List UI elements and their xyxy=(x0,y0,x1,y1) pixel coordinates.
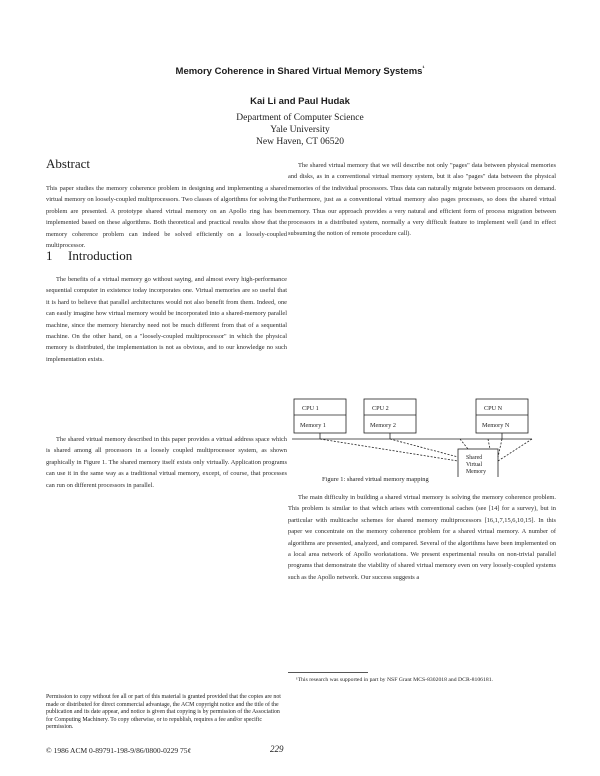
intro-paragraph: The shared virtual memory described in this paper provides a virtual address space which is shared among all processors in a loosely coupled multiprocessor system, as shown graphically in Figure 1. The shared memory itself exists only virtually. Application programs can use it in the same way as a traditional virtual memory, except, of course, that processes can run on different processors in parallel. xyxy=(46,436,287,489)
paper-title xyxy=(0,66,600,77)
footnote-rule xyxy=(288,672,368,673)
cpu-label: CPU 1 xyxy=(302,405,319,412)
footnote: ¹This research was supported in part by NSF Grant MCS-8302018 and DCR-8106181. xyxy=(296,677,493,683)
shared-memory-label: Shared xyxy=(466,455,483,461)
page-number: 229 xyxy=(270,744,284,754)
affiliation xyxy=(0,112,600,148)
figure-shared-virtual-memory xyxy=(292,387,554,477)
title-footnote-mark: ¹ xyxy=(422,66,425,72)
affiliation-line: New Haven, CT 06520 xyxy=(256,137,344,147)
affiliation-line: Department of Computer Science xyxy=(236,113,364,123)
affiliation-line: Yale University xyxy=(270,125,330,135)
intro-paragraph: The benefits of a virtual memory go without saying, and almost every high-performance sequential computer in existence today incorporates one. Virtual memories are so useful that it is hard to believe that parallel architectures would not also benefit from them. Indeed, one can easily imagine how virtual memory would be incorporated into a shared-memory parallel machine, since the memory hierarchy need not be much different from that of a sequential machine. On the other hand, on a "loosely-coupled multiprocessor" in which the physical memory is distributed, the implementation is not as obvious, and to our knowledge no such implementation exists. xyxy=(46,276,287,363)
paper-authors: Kai Li and Paul Hudak xyxy=(250,96,350,107)
abstract-heading: Abstract xyxy=(46,156,91,171)
right-column-paragraph: The shared virtual memory that we will describe not only "pages" data between physical memories and disks, as in a conventional virtual memory system, but it also "pages" data between the physical memories of the individual processors. Thus data can naturally migrate between processors on demand. Furthermore, just as a conventional virtual memory also pages processes, so does the shared virtual memory. Thus our approach provides a very natural and efficient form of process migration between processors in a distributed system, normally a very difficult feature to implement well (and in effect subsuming the notion of remote procedure call). xyxy=(288,162,556,238)
cpu-label: CPU N xyxy=(484,405,503,412)
memory-label: Memory 1 xyxy=(300,422,326,429)
abstract-body: This paper studies the memory coherence problem in designing and implementing a shared virtual memory on loosely-coupled multiprocessors. Two classes of algorithms for solving the problem are presented. A prototype shared virtual memory on an Apollo ring has been implemented based on these algorithms. Both theoretical and practical results show that the memory coherence problem can indeed be solved efficiently on a loosely-coupled multiprocessor. xyxy=(46,185,287,250)
section-title: Introduction xyxy=(68,248,133,263)
shared-memory-label: Virtual xyxy=(466,462,483,468)
copyright-line: © 1986 ACM 0-89791-198-9/86/0800-0229 75¢ xyxy=(46,746,192,755)
memory-label: Memory N xyxy=(482,422,510,429)
figure-caption: Figure 1: shared virtual memory mapping xyxy=(322,476,429,483)
permission-notice: Permission to copy without fee all or part of this material is granted provided that the copies are not made or distributed for direct commercial advantage, the ACM copyright notice and the title of the publication and its date appear, and notice is given that copying is by permission of the Association for Computing Machinery. To copy otherwise, or to republish, requires a fee and/or specific permission. xyxy=(46,694,281,731)
paper-title-text: Memory Coherence in Shared Virtual Memory Systems xyxy=(175,66,423,78)
section-heading-introduction xyxy=(46,248,132,264)
memory-label: Memory 2 xyxy=(370,422,396,429)
cpu-label: CPU 2 xyxy=(372,405,389,412)
shared-memory-label: Memory xyxy=(466,469,486,475)
right-column-paragraph: The main difficulty in building a shared virtual memory is solving the memory coherence problem. This problem is similar to that which arises with conventional caches (see [14] for a survey), but in particular with multicache schemes for shared memory multiprocessors [16,1,7,15,6,10,15]. In this paper we concentrate on the memory coherence problem for a shared virtual memory. A number of algorithms are presented, analyzed, and compared. Several of the algorithms have been implemented on a local area network of Apollo workstations. We present experimental results on non-trivial parallel programs that demonstrate the viability of shared virtual memory even on very loosely-coupled systems such as the Apollo network. Our success suggests a xyxy=(288,494,556,581)
section-number: 1 xyxy=(46,248,53,263)
